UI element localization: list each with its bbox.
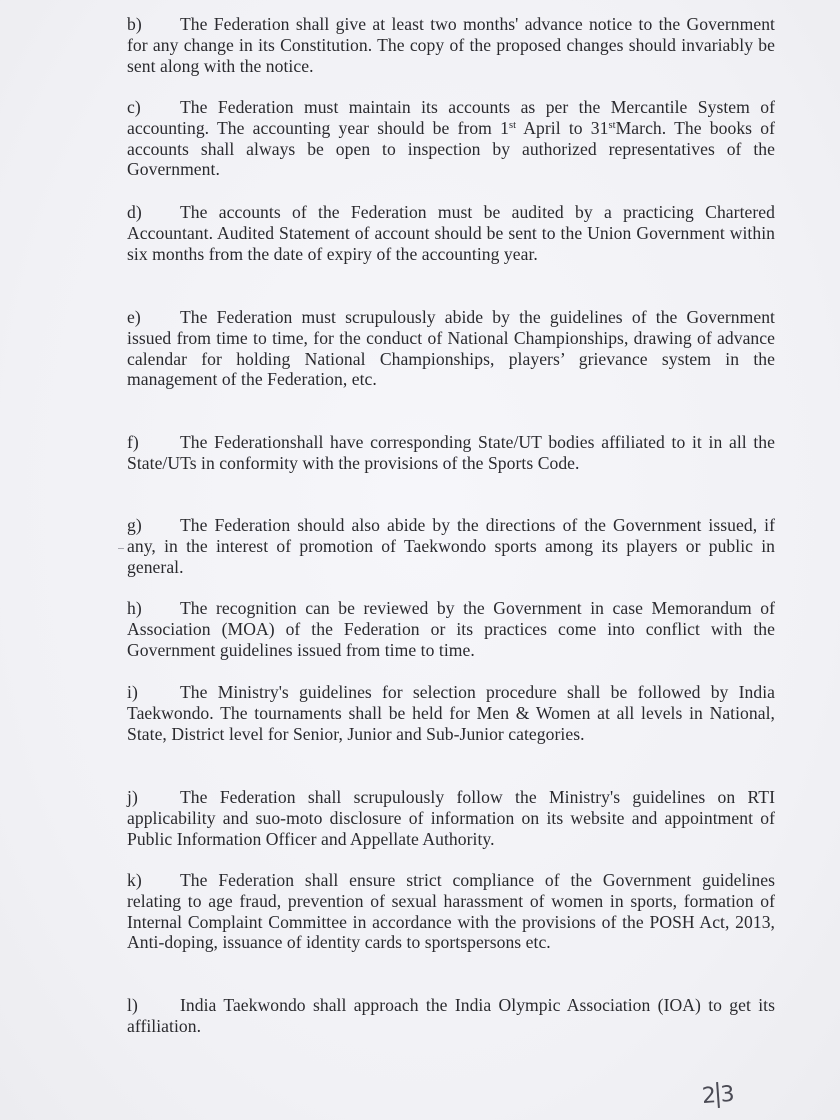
clause-text-part2: April to 31 [516, 117, 609, 138]
clause-j [127, 787, 775, 849]
scan-edge-mark [118, 548, 124, 549]
clause-marker: i) [127, 682, 138, 702]
handwritten-page-number [701, 1081, 734, 1109]
clause-marker: h) [127, 598, 142, 618]
clause-g [127, 515, 775, 577]
clause-l [127, 995, 775, 1037]
page-number-current: 2 [701, 1083, 716, 1110]
clause-text: The Ministry's guidelines for selection procedure shall be followed by India Taekwondo. The tournaments shall be held for Men & Women at all levels in National, State, District level for Senior, Junior and Sub-Junior categories. [127, 682, 775, 744]
clause-text: The Federation shall give at least two months' advance notice to the Government for any change in its Constitution. The copy of the proposed changes should invariably be sent along with the notice. [127, 14, 775, 76]
clause-text: The Federation shall ensure strict compliance of the Government guidelines relating to age fraud, prevention of sexual harassment of women in sports, formation of Internal Complaint Committee in accordance with the provisions of the POSH Act, 2013, Anti-doping, issuance of identity cards to sportspersons etc. [127, 870, 775, 953]
clause-i [127, 682, 775, 744]
clause-text: The Federation should also abide by the directions of the Government issued, if any, in the interest of promotion of Taekwondo sports among its players or public in general. [127, 515, 775, 577]
clause-k [127, 870, 775, 953]
clause-text: The Federationshall have corresponding State/UT bodies affiliated to it in all the State/UTs in conformity with the provisions of the Sports Code. [127, 432, 775, 473]
clause-marker: e) [127, 307, 141, 327]
clause-b [127, 14, 775, 76]
clause-text: The Federation must scrupulously abide by the guidelines of the Government issued from time to time, for the conduct of National Championships, drawing of advance calendar for holding National Championships, players’ grievance system in the management of the Federation, etc. [127, 307, 775, 390]
clause-marker: c) [127, 97, 141, 117]
clause-text: The recognition can be reviewed by the Government in case Memorandum of Association (MOA) of the Federation or its practices come into conflict with the Government guidelines issued from time to time. [127, 598, 775, 660]
clause-text-part3: March. The books of accounts shall always be open to inspection by authorized representatives of the Government. [127, 117, 775, 180]
clause-text: India Taekwondo shall approach the India Olympic Association (IOA) to get its affiliation. [127, 995, 775, 1036]
clause-text-part1: The Federation must maintain its accounts as per the Mercantile System of accounting. The accounting year should be from 1 [127, 97, 775, 138]
clause-text: The Federation shall scrupulously follow the Ministry's guidelines on RTI applicability and suo-moto disclosure of information on its website and appointment of Public Information Officer and Appellate Authority. [127, 787, 775, 849]
clause-marker: f) [127, 432, 139, 452]
clause-marker: g) [127, 515, 142, 535]
clause-d [127, 202, 775, 264]
clause-h [127, 598, 775, 660]
clause-f [127, 432, 775, 474]
clause-c [127, 97, 775, 180]
ordinal-suffix: st [508, 119, 517, 131]
clause-marker: d) [127, 202, 142, 222]
clause-marker: j) [127, 787, 138, 807]
clause-text: The accounts of the Federation must be audited by a practicing Chartered Accountant. Audited Statement of account should be sent to the Union Government within six months from the date of expiry of the accounting year. [127, 202, 775, 264]
clause-e [127, 307, 775, 390]
ordinal-suffix: st [608, 119, 616, 131]
page-number-total: 3 [719, 1081, 735, 1108]
clause-marker: l) [127, 995, 138, 1015]
clause-marker: b) [127, 14, 142, 34]
clause-marker: k) [127, 870, 142, 890]
